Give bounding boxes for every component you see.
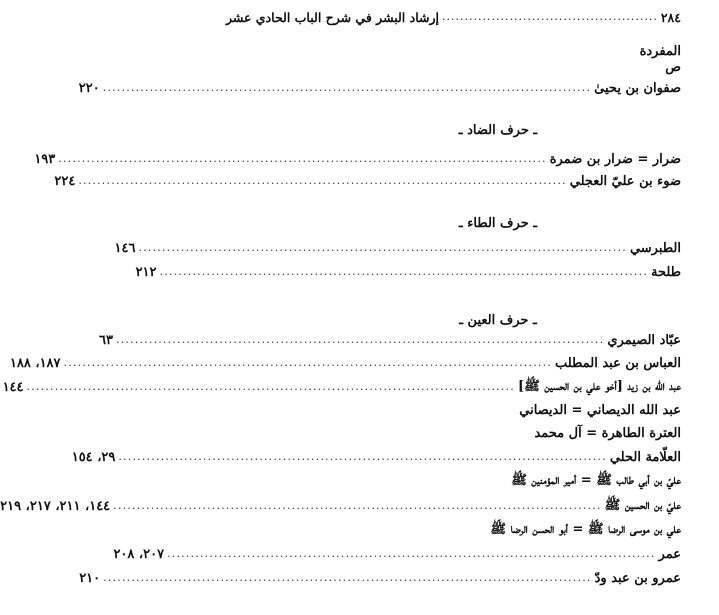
page-number: ٢٨٤ <box>660 9 681 25</box>
cross-reference: علي بن موسى الرضا ﷺ = أبو الحسن الرضا ﷺ <box>490 522 681 537</box>
cross-reference: عليّ بن أبي طالب ﷺ = أمير المؤمنين ﷺ <box>511 473 681 488</box>
entry-term: الطبرسي <box>629 240 681 256</box>
entry-pages: ١٩٣ <box>34 151 56 167</box>
entry-term: ضرار = ضرار بن ضمرة <box>549 151 681 167</box>
running-header <box>225 6 681 28</box>
entry-pages: ٦٣ <box>98 332 113 348</box>
index-entry <box>78 78 681 98</box>
entry-term: العلّامة الحلي <box>609 449 681 465</box>
entry-pages: ٢٢٠ <box>78 80 100 96</box>
entry-term: عمرو بن عبد ودّ <box>594 570 681 586</box>
entry-term: عبّاد الصيمري <box>607 332 681 348</box>
index-entry <box>98 330 681 350</box>
index-entry <box>2 377 681 397</box>
entry-pages: ١٤٤ <box>2 379 24 395</box>
dot-leader: ........................................................................................................ <box>113 499 602 512</box>
dot-leader: ........................................................................................................ <box>26 380 515 393</box>
entry-pages: ٢١٠ <box>79 570 101 586</box>
entry-pages: ١٤٤، ٢١١، ٢١٧، ٢١٩ <box>0 498 111 514</box>
index-entry <box>114 238 681 258</box>
book-title: إرشاد البشر في شرح الباب الحادي عشر <box>225 9 439 25</box>
dot-leader: ........................................................................................................ <box>118 450 607 463</box>
dot-leader: ........................................................................................................ <box>115 333 605 346</box>
index-entry <box>113 544 681 564</box>
entry-term: طلحة <box>650 264 681 280</box>
entry-term: عبد الله بن زيد [أخو علي بن الحسين ﷺ] <box>517 378 681 394</box>
index-entry <box>9 353 681 373</box>
section-heading-ta: ـ حرف الطاء ـ <box>458 216 538 231</box>
dot-leader: ........................................................................................................ <box>102 81 592 94</box>
dot-leader: ........................................................................................................ <box>78 174 567 187</box>
section-heading-ayn: ـ حرف العين ـ <box>459 313 537 328</box>
dot-leader: ........................................................................................................ <box>58 152 547 165</box>
index-entry <box>71 447 681 467</box>
dot-leader: ........................................................................................................ <box>138 241 627 254</box>
entry-pages: ٢٢٤ <box>54 173 76 189</box>
entry-term: ضوء بن عليّ العجلي <box>569 173 681 189</box>
entry-term: العباس بن عبد المطلب <box>554 355 681 371</box>
index-entry <box>34 149 681 169</box>
entry-pages: ١٤٦ <box>114 240 136 256</box>
entry-pages: ١٨٧، ١٨٨ <box>9 355 61 371</box>
column-label-page: ص <box>665 60 681 75</box>
entry-term: عمر <box>658 546 681 562</box>
header-leader: ................................................ <box>442 10 658 23</box>
section-heading-dad: ـ حرف الضاد ـ <box>458 123 538 138</box>
entry-term: عليّ بن الحسين ﷺ <box>604 497 681 513</box>
dot-leader: ........................................................................................................ <box>63 356 552 369</box>
index-entry <box>0 496 681 516</box>
column-label-word: المفردة <box>639 44 681 59</box>
entry-pages: ٢٠٧، ٢٠٨ <box>113 546 165 562</box>
dot-leader: ........................................................................................................ <box>103 571 592 584</box>
entry-term: صفوان بن يحيىٰ <box>594 80 681 96</box>
index-entry <box>54 171 681 191</box>
index-entry <box>135 262 681 282</box>
cross-reference: العترة الطاهرة = آل محمد <box>534 426 681 441</box>
dot-leader: ........................................................................................................ <box>159 265 648 278</box>
dot-leader: ........................................................................................................ <box>167 547 656 560</box>
index-entry <box>79 568 681 588</box>
entry-pages: ٢١٢ <box>135 264 157 280</box>
entry-pages: ٢٩، ١٥٤ <box>71 449 116 465</box>
cross-reference: عبد الله الديصاني = الديصاني <box>519 403 681 418</box>
